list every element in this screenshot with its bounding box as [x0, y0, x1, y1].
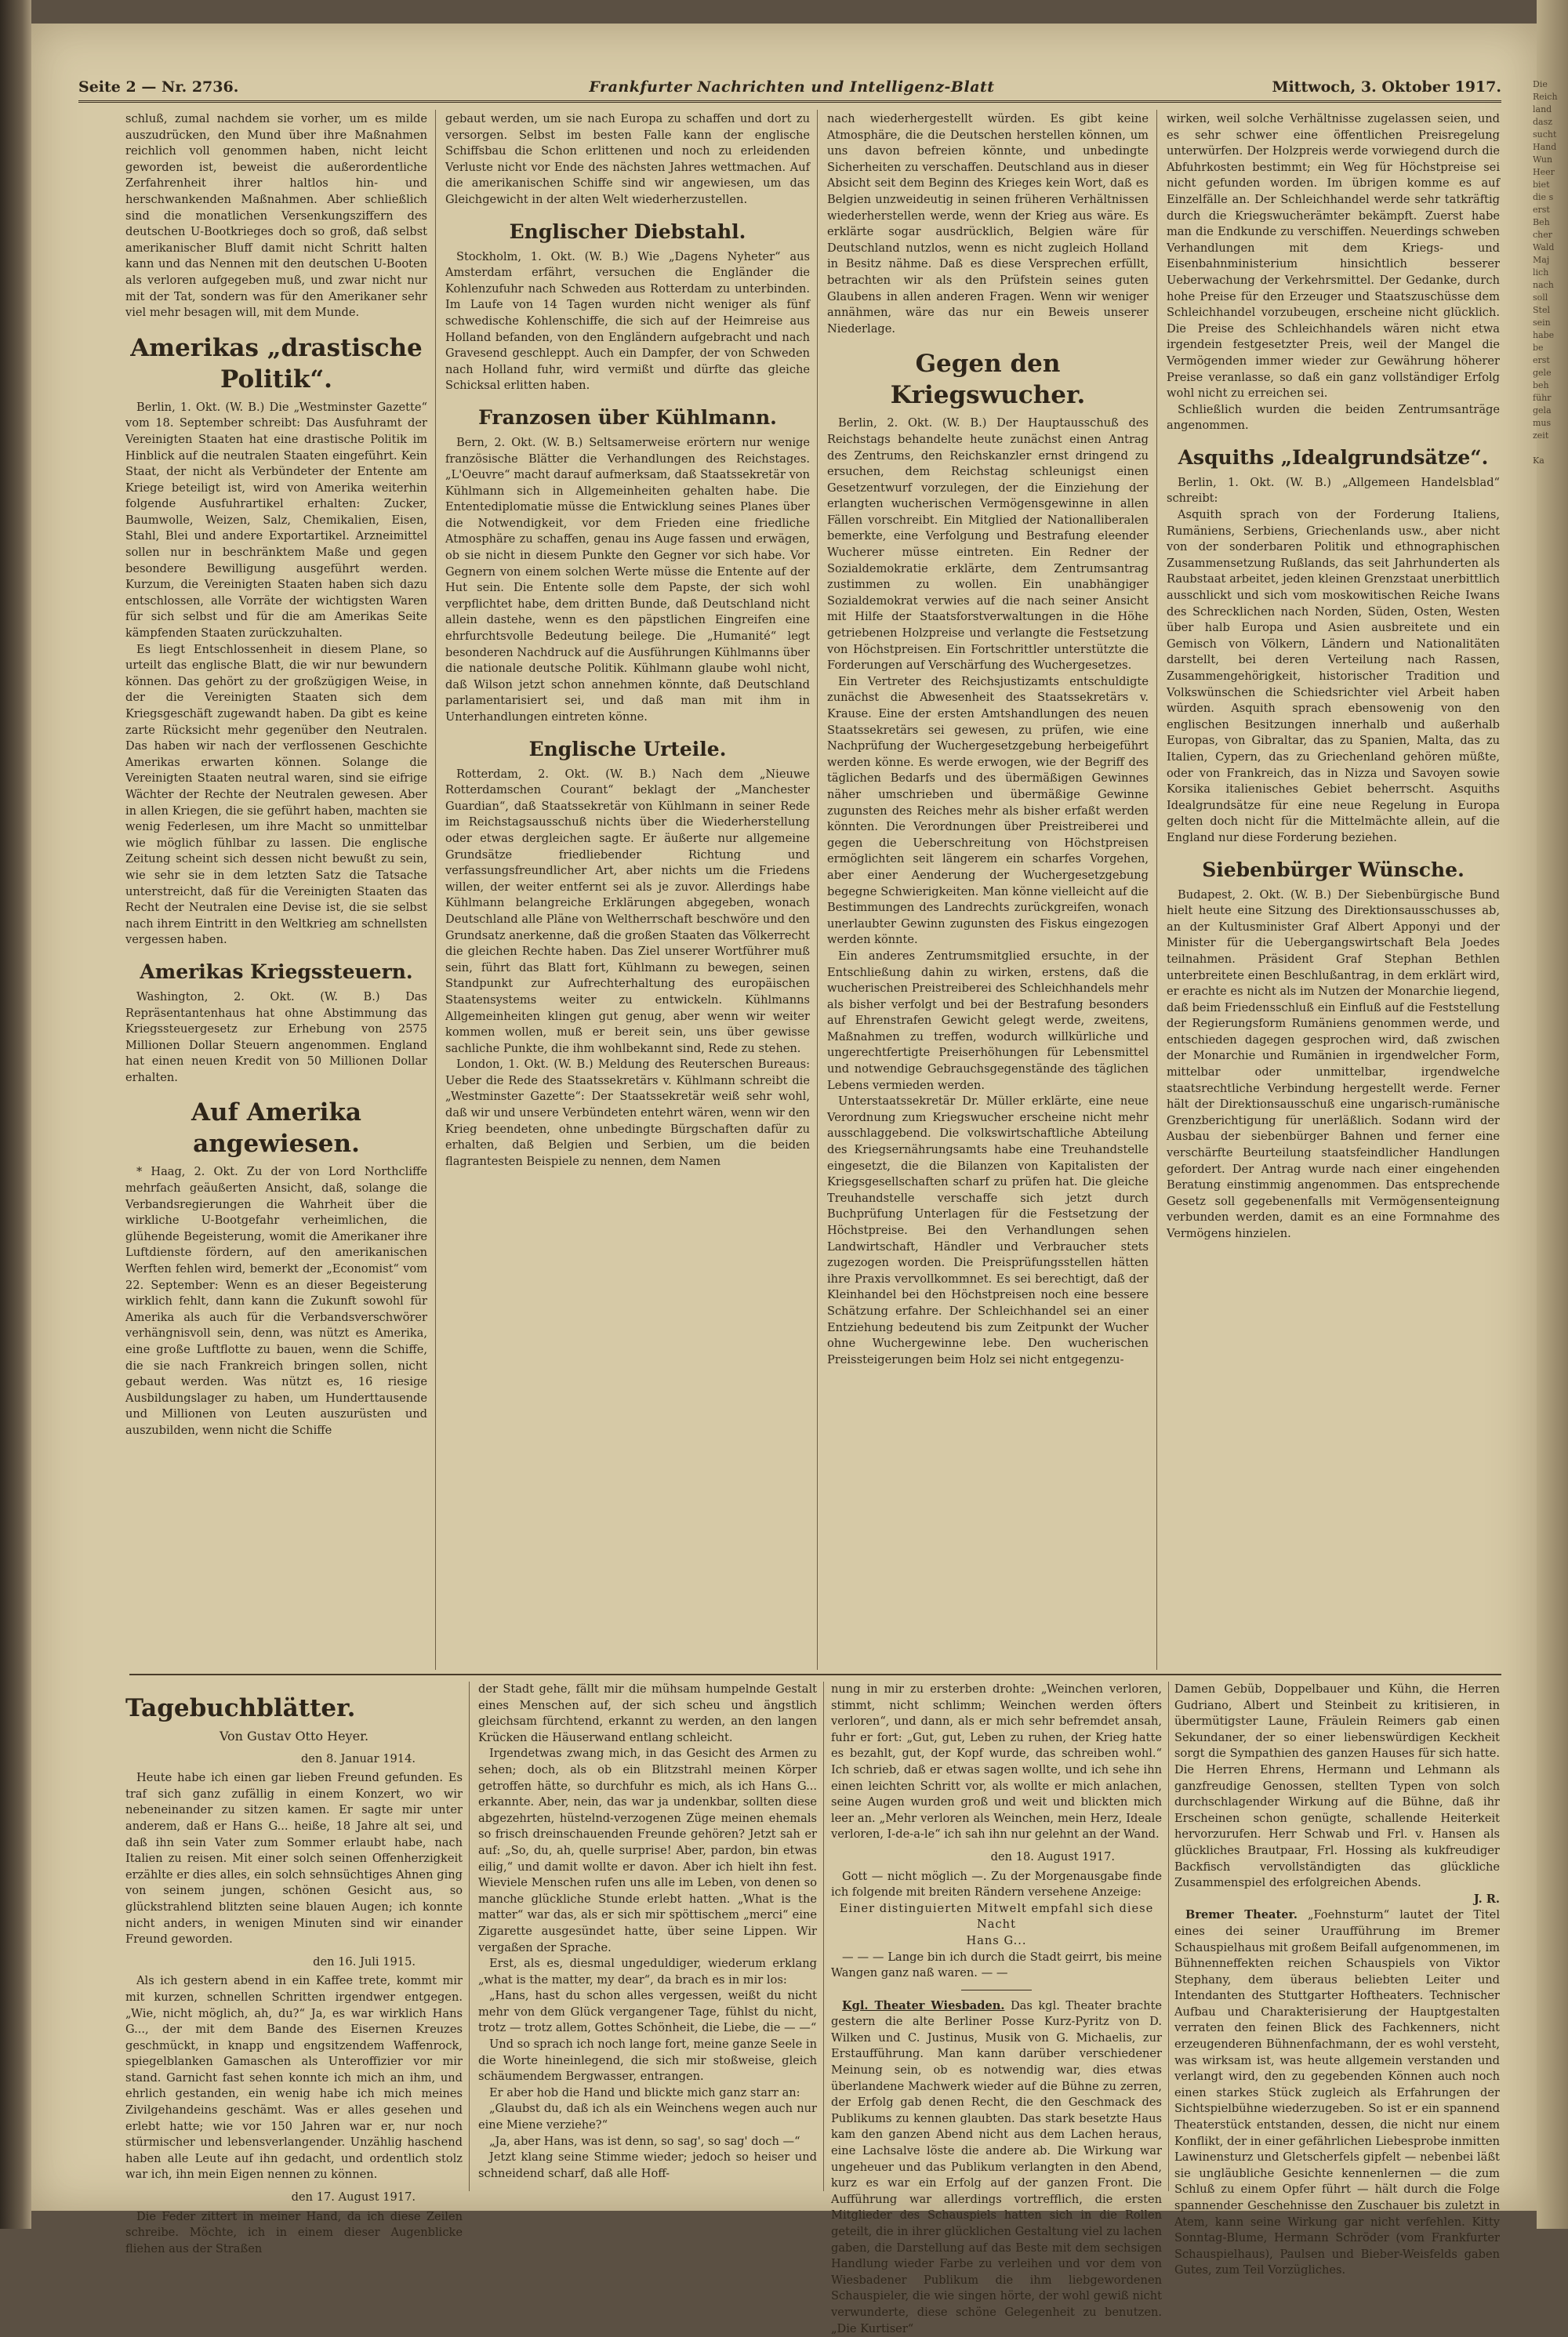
book-spine [0, 0, 31, 2229]
paragraph: der Stadt gehe, fällt mir die mühsam humpelnde Gestalt eines Menschen auf, der sich scheu und ängstlich gleichsam fürchtend, erkannt zu werden, an den langen Krücken die Häuserwand entlang schleicht. [478, 1682, 817, 1744]
headline: Asquiths „Idealgrundsätze“. [1178, 445, 1489, 469]
paragraph: Ein anderes Zentrumsmitglied ersuchte, in der Entschließung dahin zu wirken, erstens, daß die wucherischen Preistreiberei des Schleichhandels mehr als bisher verfolgt und bei der Bestrafung besonders auf Ehrenstrafen Gewicht gelegt werde, zweitens, Maßnahmen zu treffen, wodurch willkürliche und ungerechtfertigte Preiserhöhungen für Lebensmittel und notwendige Gebrauchsgegenstände des täglichen Lebens vermieden werden. [827, 949, 1149, 1092]
feuilleton-column-4 [1174, 1682, 1500, 2277]
column-4 [1167, 111, 1500, 1667]
column-3 [827, 111, 1149, 1667]
paragraph: Erst, als es, diesmal ungeduldiger, wiederum erklang „what is the matter, my dear“, da brach es in mir los: [478, 1957, 817, 1987]
death-notice: Einer distinguierten Mitwelt empfahl sich diese Nacht Hans G... [839, 1901, 1154, 1947]
column-rule [817, 110, 818, 1670]
paragraph: Berlin, 1. Okt. (W. B.) „Allgemeen Handelsblad“ schreibt: [1167, 475, 1500, 506]
headline: Amerikas Kriegssteuern. [140, 960, 413, 983]
paragraph: nung in mir zu ersterben drohte: „Weinchen verloren, stimmt, nicht schlimm; Weinchen werden öfters verloren“, und dann, als er mich sehr befremdet ansah, fuhr er fort: „Gut, gut, Leben zu ruhen, der Krieg hatte es bezahlt, gut, der Kopf wurde, das schreiben wohl.“ Ich schrieb, daß er etwas sagen wollte, und ich sehe ihn einen leichten Schritt vor, als wollte er mich anlachen, seine Augen wurden groß und weit und blickten mich leer an. „Mehr verloren als Weinchen, mein Herz, Ideale verloren, I-de-a-le“ ich sah ihn nur gelehnt an der Wand. [831, 1682, 1162, 1842]
signature: J. R. [1473, 1892, 1500, 1906]
headline: Englische Urteile. [528, 737, 727, 760]
opposite-page-text: Die Reich land dasz sucht Hand Wun Heer biet die s erst Beh cher Wald Maj lich nach soll Stel sein habe be erst gele beh führ gela mus zeit Ka [1533, 79, 1558, 466]
paragraph: Rotterdam, 2. Okt. (W. B.) Nach dem „Nieuwe Rotterdamschen Courant“ beklagt der „Manchester Guardian“, daß Staatssekretär von Kühlmann in seiner Rede im Reichstagsausschuß nichts über die Wiederherstellung oder etwas dergleichen sagte. Er äußerte nur allgemeine Grundsätze friedliebender Richtung und verfassungsfreundlicher Art, aber nichts um die Friedens willen, der weiter entfernt sei als je zuvor. Allerdings habe Kühlmann belangreiche Erklärungen abgegeben, wonach Deutschland alle Pläne von Weltherrschaft beschwöre und den Grundsatz anerkenne, daß die großen Staaten das Völkerrecht die gleichen Rechte haben. Das Ziel unserer Wortführer muß sein, führt das Blatt fort, Kühlmann zu bewegen, seinen Standpunkt zur Aufrechterhaltung des europäischen Staatensystems weiter zu entwickeln. Kühlmanns Allgemeinheiten klingen gut genug, aber wenn wir weiter kommen wollen, muß er bereit sein, uns über gewisse sachliche Punkte, die ihm wohlbekannt sind, Rede zu stehen. [445, 767, 811, 1055]
column-rule [469, 1682, 470, 2191]
diary-date: den 16. Juli 1915. [313, 1954, 416, 1969]
paragraph: Heute habe ich einen gar lieben Freund gefunden. Es traf sich ganz zufällig in einem Konzert, wo wir nebeneinander zu sitzen kamen. Er sagte mir unter anderem, daß er Hans G... heiße, 18 Jahre alt sei, und daß ihn sein Vater zum Sommer erlaubt habe, nach Italien zu reisen. Mit einer solch seinen Offenherzigkeit erzählte er dies alles, ein solch sehnsüchtiges Ahnen ging von seinem jungen, schönen Gesicht aus, so glückstrahlend blitzten seine blauen Augen; ich konnte nicht anders, in wenigen Minuten sind wir einander Freund geworden. [125, 1771, 463, 1947]
headline: Amerikas „drastische Politik“. [130, 333, 423, 394]
article-continuation: schluß, zumal nachdem sie vorher, um es milde auszudrücken, den Mund über ihre Maßnahmen reichlich voll genommen haben, nicht leicht geworden ist, beweist die außerordentliche Zerfahrenheit ihrer haltlos hin- und herschwankenden Maßnahmen. Aber schließlich sind die monatlichen Versenkungsziffern des deutschen U-Bootkrieges doch so groß, daß selbst amerikanischer Bluff damit nicht Schritt halten kann und das Nennen mit den deutschen U-Booten als verloren aufgegeben muß, und zwar nicht nur mit der Tat, sondern was für den Amerikaner sehr viel mehr besagen will, mit dem Munde. [125, 112, 427, 320]
paragraph: Er aber hob die Hand und blickte mich ganz starr an: [489, 2085, 800, 2099]
paragraph: * Haag, 2. Okt. Zu der von Lord Northcliffe mehrfach geäußerten Ansicht, daß, solange die Verbandsregierungen die Wahrheit über die wirkliche U-Bootgefahr verheimlichen, die glühende Begeisterung, womit die Amerikaner ihre Luftdienste fördern, auf den amerikanischen Werften fehlen wird, bemerkt der „Economist“ vom 22. September: Wenn es an dieser Begeisterung wirklich fehlt, dann kann die Zukunft sowohl für Amerika als auch für die Verbandsverschwörer verhängnisvoll sein, denn, was nützt es Amerika, eine große Luftflotte zu bauen, wenn die Schiffe, die sie nach Frankreich bringen sollen, nicht gebaut werden. Was nützt es, 16 riesige Ausbildungslager zu haben, um Hunderttausende und Millionen von Leuten auszurüsten und auszubilden, wenn nicht die Schiffe [125, 1165, 427, 1437]
subheading: Kgl. Theater Wiesbaden. [842, 1998, 1005, 2012]
paragraph: Schließlich wurden die beiden Zentrumsanträge angenommen. [1167, 402, 1500, 433]
paragraph: London, 1. Okt. (W. B.) Meldung des Reuterschen Bureaus: Ueber die Rede des Staatssekretärs v. Kühlmann schreibt die „Westminster Gazette“: Der Staatssekretär weiß sehr wohl, daß wir und unsere Verbündeten entehrt wären, wenn wir den Krieg beendeten, ohne unbedingte Bürgschaften dafür zu erhalten, daß Belgien und Serbien, um die beiden flagrantesten Beispiele zu nennen, dem Namen [445, 1058, 810, 1168]
feuilleton-column-2 [478, 1682, 817, 2191]
paragraph: Gott — nicht möglich —. Zu der Morgenausgabe finde ich folgende mit breiten Rändern versehene Anzeige: [831, 1869, 1162, 1900]
headline: Franzosen über Kühlmann. [478, 405, 777, 429]
paragraph: „Hans, hast du schon alles vergessen, weißt du nicht mehr von dem Glück vergangener Tage, fühlst du nicht, trotz — trotz allem, Gottes Schönheit, die Liebe, die — —“ [478, 1989, 817, 2035]
feuilleton-column-3 [831, 1682, 1163, 2335]
feuilleton-column-1 [125, 1682, 463, 2255]
paragraph: Berlin, 1. Okt. (W. B.) Die „Westminster Gazette“ vom 18. September schreibt: Das Ausfuhramt der Vereinigten Staaten hat eine drastische Politik im Hinblick auf die neutralen Staaten eingeführt. Kein Staat, der nicht als Verbündeter der Entente am Kriege beteiligt ist, wird von Amerika weiterhin folgende Ausfuhrartikel erhalten: Zucker, Baumwolle, Weizen, Salz, Chemikalien, Eisen, Stahl, Blei und andere Exportartikel. Arzneimittel sollen nur in beschränktem Maße und gegen besondere Bewilligung ausgeführt werden. Kurzum, die Vereinigten Staaten haben sich dazu entschlossen, alle Vorräte der wichtigsten Waren für sich selbst und für die am Amerikas Seite kämpfenden Staaten zurückzuhalten. [125, 400, 427, 640]
paragraph: Berlin, 2. Okt. (W. B.) Der Hauptausschuß des Reichstags behandelte heute zunächst einen Antrag des Zentrums, den Reichskanzler ernst dringend zu ersuchen, dem Reichstag schleunigst einen Gesetzentwurf vorzulegen, der die Einziehung der erlangten wucherischen Vermögensgewinne in allen Fällen vorschreibt. Ein Mitglied der Nationalliberalen bemerkte, eine Verfolgung und Bestrafung eleender Wucherer müsse eintreten. Ein Redner der Sozialdemokratie erklärte, dem Zentrumsantrag zustimmen zu wollen. Ein unabhängiger Sozialdemokrat verwies auf die nach seiner Ansicht mit Hilfe der Staatsforstverwaltungen in die Höhe getriebenen Holzpreise und verlangte die Festsetzung von Höchstpreisen. Ein Fortschrittler unterstützte die Forderungen auf Verschärfung des Wuchergesetzes. [827, 416, 1149, 673]
byline: Von Gustav Otto Heyer. [219, 1729, 369, 1744]
paragraph: Budapest, 2. Okt. (W. B.) Der Siebenbürgische Bund hielt heute eine Sitzung des Direktionsausschusses ab, an der Kultusminister Graf Albert Apponyi und der Minister für die Uebergangswirtschaft Bela Joedes teilnahmen. Präsident Graf Stephan Bethlen unterbreitete einen Beschlußantrag, in dem erklärt wird, er erachte es nicht als im Nutzen der Monarchie liegend, daß beim Friedensschluß ein Einfluß auf die Feststellung der Regierungsform Rumäniens genommen werde, und entschieden dagegen gesprochen wird, daß zwischen der Monarchie und Rumänien in irgendwelcher Form, mittelbar oder unmittelbar, irgendwelche staatsrechtliche Verbindung hergestellt werde. Ferner hält der Direktionsausschuß eine ungarisch-rumänische Grenzberichtigung für unerläßlich. Sodann wird der Ausbau der siebenbürger Bahnen und ferner eine verschärfte Beurteilung staatsfeindlicher Handlungen gefordert. Der Antrag wurde nach einer eingehenden Beratung einstimmig angenommen. Das entsprechende Gesetz soll gegebenenfalls mit Vermögensenteignung verbunden werden, damit es an eine Formnahme des Vermögens hinzielen. [1167, 887, 1500, 1240]
paragraph: Das kgl. Theater brachte gestern die alte Berliner Posse Kurz-Pyritz von D. Wilken und C. Justinus, Musik von G. Michaelis, zur Erstaufführung. Man kann darüber verschiedener Meinung sein, ob es notwendig war, dies etwas überlandene Machwerk wieder auf die Bühne zu zerren, der Erfolg gab denen Recht, die den Geschmack des Publikums zu kennen glaubten. Das stark besetzte Haus kam den ganzen Abend nicht aus dem Lachen heraus, eine Lachsalve löste die andere ab. Die Wirkung war ungeheuer und das Publikum verlangten in den Abend, kurz es war ein Erfolg auf der ganzen Front. Die Aufführung war allerdings vortrefflich, die ersten Mitglieder des Schauspiels hatten sich in die Rollen geteilt, die in ihrer glücklichen Gestaltung viel zu lachen gaben, die Darstellung auf das Beste mit dem sechsigen Handlung wieder Farbe zu verleihen und vor dem von Wiesbadener Publikum die ihm liebgewordenen Schauspieler, die wie singen hörte, der wohl gewiß nicht verwunderte, diese schöne Gelegenheit zu benutzen. „Die Kurtiser“ [831, 1998, 1163, 2335]
paragraph: Stockholm, 1. Okt. (W. B.) Wie „Dagens Nyheter“ aus Amsterdam erfährt, versuchen die Engländer die Kohlenzufuhr nach Schweden aus Rotterdam zu unterbinden. Im Laufe von 14 Tagen wurden nicht weniger als fünf schwedische Kohlenschiffe, die sich auf der Heimreise aus Holland befanden, von den Engländern aufgebracht und nach Gravesend geschleppt. Auch ein Dampfer, der von Schweden nach Holland fuhr, wird vermißt und dürfte das gleiche Schicksal erlitten haben. [445, 249, 810, 393]
article-continuation: nach wiederhergestellt würden. Es gibt keine Atmosphäre, die die Deutschen herstellen können, um uns davon befreien könnte, und unbedingte Sicherheiten zu verschaffen. Deutschland aus in dieser Absicht seit dem Beginn des Krieges kein Wort, daß es Belgien unzweideutig in seinen früheren Verhältnissen wiederherstellen werde, wenn der Krieg aus wäre. Es erklärte sogar ausdrücklich, Belgien wäre für Deutschland nutzlos, wenn es nicht zugleich Holland in Besitz nähme. Daß es diese Versprechen erfüllt, betrachten wir als den Prüfstein seines guten Glaubens in allen anderen Fragen. Wenn wir weniger annähmen, wäre das nur ein Beweis unserer Niederlage. [827, 112, 1149, 336]
paragraph: Washington, 2. Okt. (W. B.) Das Repräsentantenhaus hat ohne Abstimmung das Kriegssteuergesetz zur Erhebung von 2575 Millionen Dollar Steuern angenommen. England hat einen neuen Kredit von 50 Millionen Dollar erhalten. [125, 989, 427, 1084]
paragraph: Als ich gestern abend in ein Kaffee trete, kommt mir mit kurzen, schnellen Schritten irgendwer entgegen. „Wie, nicht möglich, ah, du?“ Ja, es war wirklich Hans G..., der mit dem Bande des Eisernen Kreuzes geschmückt, in knapp und engsitzendem Waffenrock, spiegelblanken Gamaschen als Unteroffizier vor mir stand. Garnicht fast sehen konnte ich mich an ihm, und ehrlich gestanden, ein wenig habe ich mich meines Zivilgehandeins geschämt. Was er alles gesehen und erlebt hatte; wie vor 150 Jahren war er, nur noch stürmischer und lebensverlangender. Unzählig haschend haben alle Leute auf ihn gedacht, und ordentlich stolz war ich, ihn mein Eigen nennen zu können. [125, 1974, 463, 2182]
paragraph: Asquith sprach von der Forderung Italiens, Rumäniens, Serbiens, Griechenlands usw., aber nicht von der sonderbaren Politik und ethnographischen Zusammensetzung Rußlands, das seit Jahrhunderten als Raubstaat arbeitet, jeden kleinen Grenzstaat unerbittlich ausschlickt und sich vom moskowitischen Reiche Iwans des Schrecklichen nach Norden, Süden, Osten, Westen über halb Europa und Asien ausbreitete und ein Gemisch von Völkern, Ländern und Nationalitäten darstellt, bei deren Verteilung nach Rassen, Zusammengehörigkeit, historischer Tradition und Volkswünschen die Schiedsrichter viel Arbeit haben würden. Asquith sprach ebensowenig von den englischen Besitzungen innerhalb und außerhalb Europas, von Gibraltar, das zu Spanien, Malta, das zu Italien, Cypern, das zu Griechenland gehören müßte, oder von Frankreich, das in Nizza und Savoyen sowie Korsika italienisches Gebiet beherrscht. Asquiths Idealgrundsätze für eine neue Regelung in Europa gelten doch nicht für die Mittelmächte allein, auf die England nur diese Forderung beziehen. [1167, 508, 1500, 844]
headline: Auf Amerika angewiesen. [191, 1098, 361, 1159]
article-continuation: gebaut werden, um sie nach Europa zu schaffen und dort zu versorgen. Selbst im besten Falle kann der englische Schiffsbau die Schon erlittenen und noch zu erleidenden Verluste nicht vor Ende des nächsten Jahres wettmachen. Auf die amerikanischen Schiffe sind wir angewiesen, um das Gleichgewicht in der alten Welt wiederherzustellen. [445, 112, 810, 206]
subheading: Bremer Theater. [1185, 1908, 1298, 1922]
paragraph: „Ja, aber Hans, was ist denn, so sag', so sag' doch —“ [489, 2134, 800, 2148]
headline: Siebenbürger Wünsche. [1202, 858, 1465, 881]
paragraph: „Glaubst du, daß ich als ein Weinchens wegen auch nur eine Miene verziehe?“ [478, 2102, 817, 2132]
paragraph: — — — Lange bin ich durch die Stadt geirrt, bis meine Wangen ganz naß waren. — — [831, 1950, 1162, 1980]
column-2 [445, 111, 810, 1667]
paragraph: Und so sprach ich noch lange fort, meine ganze Seele in die Worte hineinlegend, die sich mir stoßweise, gleich schäumendem Bergwasser, entrangen. [478, 2038, 817, 2084]
paragraph: Die Feder zittert in meiner Hand, da ich diese Zeilen schreibe. Möchte, ich in einem dieser Augenblicke fliehen aus der Straßen [125, 2209, 463, 2255]
newspaper-name: Frankfurter Nachrichten und Intelligenz-Blatt [589, 78, 995, 96]
paragraph: „Foehnsturm“ lautet der Titel eines dei seiner Uraufführung im Bremer Schauspielhaus mit großem Beifall aufgenommenen, im Bühnenneffekten reichen Schauspiels von Viktor Stephany, dem überaus beliebten Leiter und Intendanten des Stuttgarter Hoftheaters. Technischer Aufbau und Charakterisierung der Hauptgestalten verraten den feinen Blick des Fachkenners, nicht erzeugenderen Bühnenfachmann, der es wohl versteht, was wirksam ist, was heute allgemein verstanden und verlangt wird, den zu gegebenden Können auch noch einen starkes Stück zugleich als Erfahrungen der Sichtspielbühne wiederzugeben. So ist er ein spannend Theaterstück entstanden, dessen, die nicht nur einem Konflikt, der in einer gefährlichen Liebesprobe inmitten Lawinensturz und Gletscherfels gipfelt — nebenbei läßt sie ungläubliche Gesichte kennenlernen — die zum Schluß zu einem Opfer führt — hält durch die Folge spannender Geschehnisse den Zuschauer bis zuletzt in Atem, kann seine Wirkung gar nicht verfehlen. Kitty Sonntag-Blume, Hermann Schröder (vom Frankfurter Schauspielhaus), Paulsen und Bieber-Weisfelds gaben Gutes, zum Teil Vorzügliches. [1174, 1908, 1500, 2277]
article-continuation: wirken, weil solche Verhältnisse zugelassen seien, und es sehr schwer eine öffentlichen Preisregelung unterwürfen. Der Holzpreis werde vorwiegend durch die Abfuhrkosten bestimmt; ein Weg für Höchstpreise sei nicht gefunden worden. Im übrigen komme es auf Einzelfälle an. Der Schleichhandel werde sehr tatkräftig durch die Kriegswucherämter bekämpft. Zuerst habe man die Endkunde zu verschiffen. Neuerdings schweben Verhandlungen mit dem Kriegs- und Eisenbahnministerium hinsichtlich besserer Ueberwachung der Verkehrsmittel. Der Gedanke, durch hohe Preise für den Erzeuger und Staatszuschüsse dem Schleichhandel vorzubeugen, erscheine nicht glücklich. Die Preise des Schleichhandels wären nicht etwa irgendein festgesetzter Preis, weil der Mangel die Vermögenden immer wieder zur Gewährung höherer Preise veranlasse, so daß ein ganz vollständiger Erfolg wohl nicht zu erreichen sei. [1167, 112, 1500, 401]
paragraph: Irgendetwas zwang mich, in das Gesicht des Armen zu sehen; doch, als ob ein Blitzstrahl meinen Körper getroffen hätte, so durchfuhr es mich, als ich Hans G... erkannte. Aber, nein, das war ja undenkbar, sollten diese abgezehrten, hüstelnd-verzogenen Züge meinen ehemals so frisch dreinschauenden Freunde gehören? Jetzt sah er auf: „So, du, ah, quelle surprise! Aber, pardon, bin etwas eilig,“ und damit wollte er davon. Aber ich hielt ihn fest. Wieviele Menschen rufen uns alle im Leben, von denen so manche glückliche Stunde erlebt hatten. „What is the matter“ war das, als er sich mir spöttischem „merci“ eine Zigarette ausgesündet hatte, über seine Lippen. Wir vergaßen der Sprache. [478, 1747, 817, 1954]
issue-date: Mittwoch, 3. Oktober 1917. [1272, 78, 1501, 96]
headline: Englischer Diebstahl. [509, 220, 746, 243]
paragraph: Bern, 2. Okt. (W. B.) Seltsamerweise erörtern nur wenige französische Blätter die Verhandlungen des Reichstages. „L'Oeuvre“ macht darauf aufmerksam, daß Staatssekretär von Kühlmann sich in Allgemeinheiten gehalten habe. Die Ententediplomatie müsse die Entwicklung seines Planes über die Notwendigkeit, vor dem Frieden eine friedliche Atmosphäre zu schaffen, genau ins Auge fassen und erwägen, ob sie nicht in diesem Punkte den Gegner vor sich habe. Vor Gegnern von einem solchen Werte müsse die Entente auf der Hut sein. Die Entente solle dem Papste, der sich wohl verpflichtet habe, dem dritten Bunde, daß Deutschland nicht allein dastehe, wenn es den päpstlichen Eingreifen eine ehrfurchtsvolle Bedeutung beilege. Die „Humanité“ legt besonderen Nachdruck auf die Ausführungen Kühlmanns über die nationale deutsche Politik. Kühlmann glaube wohl nicht, daß Wilson jetzt schon annehmen könnte, daß Deutschland parlamentarisiert sei, und daß man mit ihm in Unterhandlungen eintreten könne. [445, 435, 810, 724]
headline: Gegen den Kriegswucher. [890, 350, 1086, 410]
diary-date: den 17. August 1917. [291, 2190, 416, 2205]
paragraph: Unterstaatssekretär Dr. Müller erklärte, eine neue Verordnung zum Kriegswucher erscheine nicht mehr ausschlaggebend. Die volkswirtschaftliche Abteilung des Kriegsernährungsamts habe eine Treuhandstelle eingesetzt, die die Bilanzen von Kapitalisten der Kriegsgesellschaften scharf zu prüfen hat. Die gleiche Treuhandstelle verschaffe sich jetzt durch Buchprüfung Unterlagen für die Festsetzung der Höchstpreise. Bei den Verhandlungen sehen Landwirtschaft, Händler und Verbraucher stets zugezogen worden. Die Preisprüfungsstellen hätten ihre Praxis vervollkommnet. Es sei berechtigt, daß der Kleinhandel bei den Höchstpreisen noch eine bessere Schätzung erfahre. Der Schleichhandel sei an einer Entziehung bedeutend bis zum Zeitpunkt der Wucher ohne Wuchergewinne lebe. Den wucherischen Preissteigerungen beim Holz sei nicht entgegenzu- [827, 1094, 1149, 1366]
diary-date: den 18. August 1917. [990, 1849, 1115, 1863]
feuilleton-divider [129, 1674, 1501, 1675]
column-rule [435, 110, 436, 1670]
column-rule [823, 1682, 824, 2191]
paragraph: Jetzt klang seine Stimme wieder; jedoch so heiser und schneidend scharf, daß alle Hoff- [478, 2150, 817, 2180]
masthead [78, 77, 1501, 103]
paragraph: Es liegt Entschlossenheit in diesem Plane, so urteilt das englische Blatt, die wir nur bewundern können. Das gehört zu der großzügigen Weise, in der die Vereinigten Staaten sich dem Kriegsgeschäft zugewandt haben. Da gibt es keine zarte Rücksicht mehr gegenüber den Neutralen. Das haben wir nach der verflossenen Geschichte Amerikas erwarten können. Solange die Vereinigten Staaten neutral waren, sind sie eifrige Wächter der Rechte der Neutralen gewesen. Aber in allen Kriegen, die sie geführt haben, machten sie wenig Federlesen, um ihre Macht so unmittelbar wie möglich fühlbar zu lassen. Die englische Zeitung scheint sich dessen nicht bewußt zu sein, wie sehr sie in dem letzten Satz die Tatsache unterstreicht, daß für die Vereinigten Staaten das Recht der Neutralen eine Devise ist, die sie selbst nach ihrem Eintritt in den Weltkrieg am schnellsten vergessen haben. [125, 642, 427, 947]
page-number: Seite 2 — Nr. 2736. [78, 78, 239, 96]
column-1 [125, 111, 427, 1667]
feuilleton-title: Tagebuchblätter. [125, 1694, 356, 1722]
column-rule [1156, 110, 1157, 1670]
diary-date: den 8. Januar 1914. [300, 1751, 416, 1765]
paragraph: Ein Vertreter des Reichsjustizamts entschuldigte zunächst die Abwesenheit des Staatssekretärs v. Krause. Eine der ersten Amtshandlungen des neuen Staatssekretärs sei gewesen, zu prüfen, wie eine Nachprüfung der Wuchergesetzgebung herbeigeführt werden könne. Es werde erwogen, wie der Begriff des täglichen Bedarfs und des übermäßigen Gewinnes näher umschrieben und übermäßige Gewinne zugunsten des Reiches mehr als bisher erfaßt werden könnten. Die Verordnungen über Preistreiberei und gegen die Ueberschreitung von Höchstpreisen ermöglichten seit längerem ein scharfes Vorgehen, aber einer Aenderung der Wuchergesetzgebung begegne Schwierigkeiten. Man könne vielleicht auf die Bestimmungen des Landrechts zurückgreifen, wonach unerlaubter Gewinn zugunsten des Fiskus eingezogen werden könnte. [827, 674, 1149, 947]
opposite-page-fragment [1533, 78, 1564, 2195]
column-rule [1168, 1682, 1169, 2191]
paragraph: Damen Gebüb, Doppelbauer und Kühn, die Herren Gudriano, Albert und Steinbeit zu kritisieren, in übermütigster Laune, Fräulein Reimers gab einen Sekundaner, der so einer liebenswürdigen Keckheit sorgt die Sympathien des ganzen Hauses für sich hatte. Die Herren Ehrens, Hermann und Lehmann als ganzfreudige Genossen, stellten Typen von solch durchschlagender Wirkung auf die Bühne, daß ihr Erscheinen schon genügte, schallende Heiterkeit hervorzurufen. Herr Schwab und Frl. v. Hansen als glückliches Brautpaar, Frl. Hossing als kukfreudiger Backfisch vervollständigten das glückliche Zusammenspiel des erfolgreichen Abends. [1174, 1682, 1500, 1890]
